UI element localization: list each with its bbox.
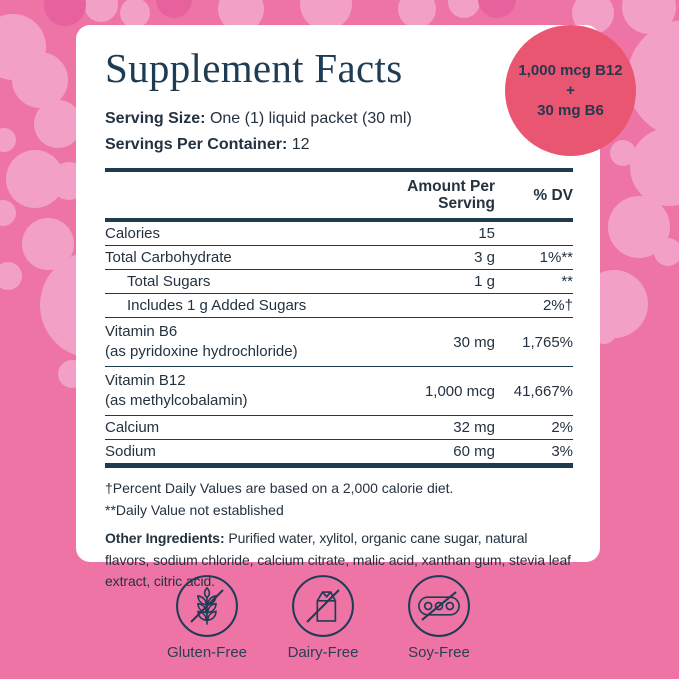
table-row-added-sugars: Includes 1 g Added Sugars 2%† [105, 294, 573, 318]
bubble [610, 140, 636, 166]
serving-size [105, 106, 573, 132]
dairy-free-label: Dairy-Free [287, 644, 359, 661]
potency-badge-line1: 1,000 mcg B12 [518, 61, 623, 79]
soy-free-icon [406, 573, 472, 639]
serving-size-label: Serving Size: [105, 110, 206, 127]
bubble [630, 128, 679, 206]
bubble [84, 0, 118, 22]
potency-badge-line2: + [566, 81, 575, 99]
soy-free-label: Soy-Free [408, 644, 470, 661]
panel-title: Supplement Facts [105, 45, 403, 91]
table-row-total-sugars: Total Sugars 1 g ** [105, 270, 573, 294]
footnote-daily-values: †Percent Daily Values are based on a 2,000 calorie diet. [105, 480, 454, 496]
bubble [448, 0, 480, 18]
potency-badge [505, 25, 636, 156]
servings-per-container-value: 12 [291, 136, 310, 153]
table-rule-bottom [105, 463, 573, 468]
table-row-vitamin-b6: Vitamin B6 (as pyridoxine hydrochloride) 30 mg 1,765% [105, 318, 573, 367]
nutrition-table [105, 168, 573, 468]
servings-per-container-label: Servings Per Container: [105, 136, 288, 153]
table-row-sodium: Sodium 60 mg 3% [105, 443, 573, 460]
bubble [120, 0, 150, 28]
dairy-free-badge [278, 573, 368, 661]
bubble [0, 262, 22, 290]
bubble [34, 100, 82, 148]
potency-badge-line3: 30 mg B6 [537, 101, 604, 119]
other-ingredients-label: Other Ingredients: [105, 530, 225, 546]
table-row-calcium: Calcium 32 mg 2% [105, 416, 573, 440]
bubble [44, 0, 86, 26]
other-ingredients-text: Purified water, xylitol, organic cane sugar, natural flavors, sodium chloride, calcium citrate, malic acid, xanthan gum, stevia leaf extract, citric acid. [105, 530, 571, 589]
servings-per-container [105, 132, 573, 158]
gluten-free-badge [162, 573, 252, 661]
table-header-row [105, 172, 573, 218]
dairy-free-icon [290, 573, 356, 639]
dv-header: % DV [533, 186, 573, 204]
bubble [156, 0, 192, 18]
gluten-free-icon [174, 573, 240, 639]
gluten-free-label: Gluten-Free [166, 644, 248, 661]
table-row-calories: Calories 15 [105, 222, 573, 246]
amount-header: Amount Per Serving [407, 178, 495, 212]
bubble [0, 128, 16, 152]
serving-info [105, 106, 573, 158]
bubble [654, 238, 679, 266]
footnote-dv-not-established: **Daily Value not established [105, 501, 284, 518]
bubble [398, 0, 436, 28]
table-row-vitamin-b12: Vitamin B12 (as methylcobalamin) 1,000 mcg 41,667% [105, 367, 573, 416]
certification-badges [162, 573, 484, 661]
soy-free-badge [394, 573, 484, 661]
bubble [478, 0, 516, 18]
serving-size-value: One (1) liquid packet (30 ml) [209, 110, 412, 127]
bubble [0, 200, 16, 226]
table-row-total-carbohydrate: Total Carbohydrate 3 g 1%** [105, 246, 573, 270]
